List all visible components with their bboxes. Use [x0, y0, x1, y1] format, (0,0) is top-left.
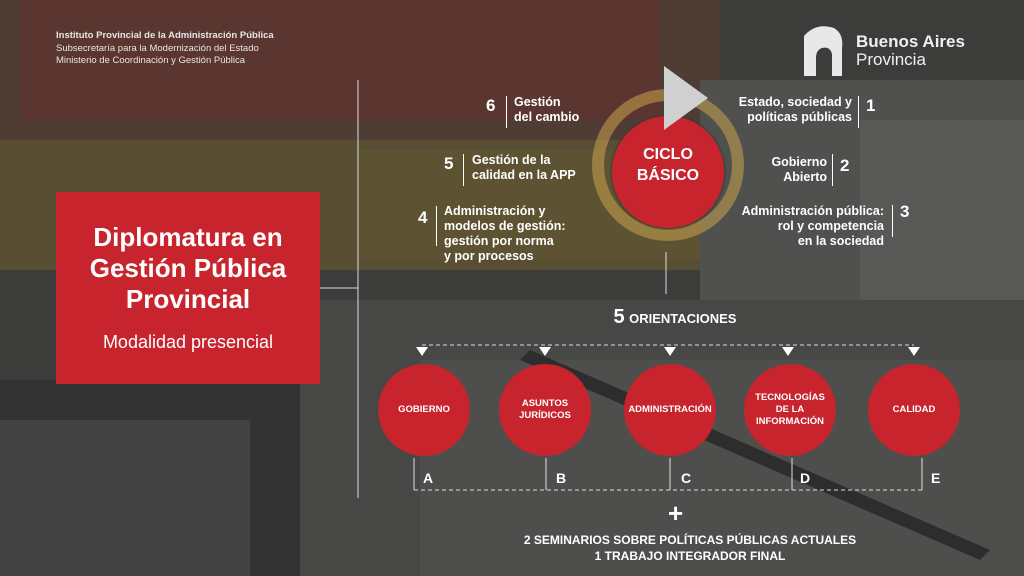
cycle-item-1-line: políticas públicas [747, 110, 852, 124]
cycle-item-3-number: 3 [900, 202, 910, 221]
cycle-item-3-bar [892, 205, 893, 237]
seminars-line: 2 SEMINARIOS SOBRE POLÍTICAS PÚBLICAS ACTUALES [523, 533, 857, 547]
cycle-item-5-bar [463, 154, 464, 186]
cycle-item-4-bar [436, 206, 437, 246]
cycle-item-3-line: en la sociedad [797, 234, 884, 248]
footer-text [500, 532, 880, 564]
orientation-letter-d: D [800, 470, 811, 486]
ciclo-line-1: CICLO [643, 146, 693, 163]
orientation-tecnologias: TECNOLOGÍAS DE LA INFORMACIÓN [744, 364, 836, 456]
subsecretaria-name: Subsecretaría para la Modernización del Estado [56, 42, 259, 54]
orientation-letter-e: E [931, 470, 941, 486]
cycle-item-4-line: Administración y [444, 204, 546, 218]
cycle-item-3-line: rol y competencia [777, 219, 884, 233]
plus-sign: + [668, 498, 684, 528]
cycle-item-5-line: calidad en la APP [472, 168, 576, 182]
cycle-item-5-number: 5 [444, 154, 454, 173]
cycle-item-3 [720, 204, 884, 249]
program-title [56, 222, 320, 315]
orientation-administracion: ADMINISTRACIÓN [624, 364, 716, 456]
logo-line1: Buenos Aires [856, 32, 965, 51]
cycle-item-2 [700, 155, 827, 185]
cycle-item-4-line: gestión por norma [444, 234, 554, 248]
orientation-asuntos-juridicos: ASUNTOS JURÍDICOS [499, 364, 591, 456]
ciclo-line-2: BÁSICO [636, 167, 700, 184]
cycle-item-4 [444, 204, 566, 264]
institute-header [56, 30, 274, 68]
cycle-item-2-bar [832, 154, 833, 186]
orientation-letter-b: B [556, 470, 567, 486]
cycle-item-5-line: Gestión de la [472, 153, 551, 167]
cycle-item-6-line: del cambio [514, 110, 580, 124]
cycle-item-6-line: Gestión [514, 95, 561, 109]
logo-line2: Provincia [856, 50, 926, 69]
title-line-1: Diplomatura en [93, 222, 283, 252]
orientation-gobierno: GOBIERNO [378, 364, 470, 456]
cycle-item-3-line: Administración pública: [741, 204, 884, 218]
orientations-label: ORIENTACIONES [629, 311, 737, 326]
cycle-item-6-bar [506, 96, 507, 128]
orientation-calidad: CALIDAD [868, 364, 960, 456]
cycle-item-6 [514, 95, 579, 125]
final-work-line: 1 TRABAJO INTEGRADOR FINAL [594, 549, 786, 563]
orientations-heading [560, 306, 790, 329]
cycle-item-4-line: y por procesos [444, 249, 534, 263]
cycle-item-4-line: modelos de gestión: [444, 219, 566, 233]
cycle-item-2-line: Gobierno [771, 155, 827, 169]
ministerio-name: Ministerio de Coordinación y Gestión Pública [56, 55, 246, 66]
institute-name: Instituto Provincial de la Administración Pública [56, 30, 274, 41]
orientations-count: 5 [613, 306, 625, 328]
cycle-item-1-line: Estado, sociedad y [738, 95, 852, 109]
program-modality: Modalidad presencial [102, 332, 274, 352]
orientation-letter-c: C [681, 470, 692, 486]
title-line-2: Gestión Pública [89, 253, 287, 283]
cycle-item-1 [700, 95, 852, 125]
ciclo-basico-label [632, 144, 704, 186]
title-line-3: Provincial [125, 284, 251, 314]
cycle-item-6-number: 6 [486, 96, 496, 115]
cycle-item-2-line: Abierto [783, 170, 827, 184]
cycle-item-1-bar [858, 96, 859, 128]
cycle-item-4-number: 4 [418, 208, 428, 227]
buenos-aires-logo [856, 33, 965, 69]
orientation-letter-a: A [423, 470, 434, 486]
cycle-item-5 [472, 153, 576, 183]
cycle-item-1-number: 1 [866, 96, 876, 115]
program-title-box [56, 192, 320, 384]
cycle-item-2-number: 2 [840, 156, 850, 175]
